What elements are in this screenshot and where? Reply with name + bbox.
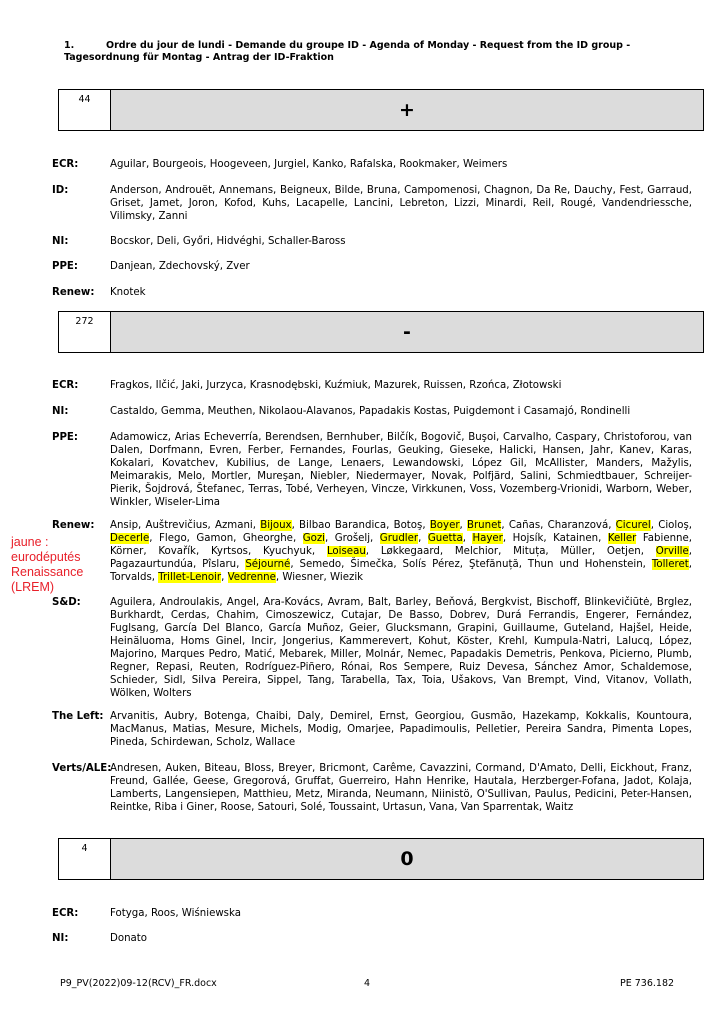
highlighted-member: Guetta	[427, 533, 463, 544]
group-row	[52, 286, 692, 299]
group-label: ECR:	[52, 380, 79, 391]
member-names: Fragkos, Ilčić, Jaki, Jurzyca, Krasnodębski, Kuźmiuk, Mazurek, Ruissen, Rzońca, Złotowski	[110, 380, 562, 391]
group-label: PPE:	[52, 432, 78, 443]
group-members	[110, 260, 692, 273]
group-members	[110, 932, 692, 945]
group-label: ID:	[52, 185, 69, 196]
member-names: Fotyga, Roos, Wiśniewska	[110, 908, 241, 919]
group-members	[110, 596, 692, 700]
group-row	[52, 260, 692, 273]
member-names: Adamowicz, Arias Echeverría, Berendsen, Bernhuber, Bilčík, Bogovič, Buşoi, Carvalho, Caspary, Christoforou, van Dalen, Dorfmann, Evren, Ferber, Fernandes, Fourlas, Geuking, Gieseke, Halicki, Hansen, Jahr, Kanev, Karas, Kokalari, Kovatchev, Kubilius, de Lange, Lenaers, Lewandowski, López Gil, McAllister, Manders, Mažylis, Meimarakis, Melo, Mortler, Mureşan, Niebler, Niedermayer, Novak, Polfjärd, Salini, Schmiedtbauer, Schreijer-Pierik, Šojdrová, Štefanec, Terras, Tobé, Verheyen, Vincze, Virkkunen, Voss, Vozemberg-Vrionidi, Warborn, Weber, Winkler, Wiseler-Lima	[110, 432, 692, 508]
member-names: Knotek	[110, 287, 146, 298]
highlighted-member: Séjourné	[245, 559, 291, 570]
agenda-heading	[64, 40, 664, 64]
footer-page-number: 4	[364, 978, 371, 989]
group-row	[52, 762, 692, 814]
highlighted-member: Orville	[655, 546, 689, 557]
group-row	[52, 932, 692, 945]
group-label: Renew:	[52, 520, 95, 531]
member-names: ,	[459, 520, 467, 531]
vote-box-for	[58, 89, 704, 131]
member-names: , Løkkegaard, Melchior, Mituța, Müller, Oetjen,	[365, 546, 656, 557]
group-row	[52, 379, 692, 392]
member-names: Ansip, Auštrevičius, Azmani,	[110, 520, 261, 531]
highlighted-member: Cicurel	[615, 520, 651, 531]
group-members	[110, 907, 692, 920]
member-names: , Semedo, Šimečka, Solís Pérez, Ştefănuță, Thun und Hohenstein,	[290, 559, 652, 570]
group-label: The Left:	[52, 711, 104, 722]
group-members	[110, 405, 692, 418]
group-members	[110, 184, 692, 223]
highlighted-member: Brunet	[467, 520, 502, 531]
highlight-annotation	[11, 535, 91, 595]
member-names: Anderson, Androuët, Annemans, Beigneux, Bilde, Bruna, Campomenosi, Chagnon, Da Re, Dauchy, Fest, Garraud, Griset, Jamet, Joron, Kofod, Kuhs, Lacapelle, Lancini, Lebreton, Lizzi, Minardi, Reil, Rougé, Vandendriessche, Vilimsky, Zanni	[110, 185, 692, 222]
member-names: ,	[221, 572, 228, 583]
member-names: ,	[418, 533, 428, 544]
group-row	[52, 235, 692, 248]
highlighted-member: Vedrenne	[227, 572, 276, 583]
highlighted-member: Boyer	[429, 520, 460, 531]
group-row	[52, 405, 692, 418]
member-names: , Pagazaurtundúa, Pîslaru,	[110, 546, 692, 570]
group-label: ECR:	[52, 159, 79, 170]
member-names: Castaldo, Gemma, Meuthen, Nikolaou-Alavanos, Papadakis Kostas, Puigdemont i Casamajó, Rondinelli	[110, 406, 631, 417]
group-members	[110, 235, 692, 248]
member-names: , Cioloş,	[650, 520, 692, 531]
member-names: , Flego, Gamon, Gheorghe,	[149, 533, 303, 544]
group-label: NI:	[52, 933, 69, 944]
vote-count-against: 272	[59, 312, 111, 352]
member-names: , Cañas, Charanzová,	[501, 520, 616, 531]
group-members	[110, 286, 692, 299]
group-members	[110, 519, 692, 584]
group-row	[52, 710, 692, 749]
member-names: Bocskor, Deli, Győri, Hidvéghi, Schaller-Baross	[110, 236, 346, 247]
highlighted-member: Grudler	[379, 533, 419, 544]
group-label: Renew:	[52, 287, 95, 298]
member-names: Aguilar, Bourgeois, Hoogeveen, Jurgiel, Kanko, Rafalska, Rookmaker, Weimers	[110, 159, 508, 170]
group-members	[110, 379, 692, 392]
annotation-line: Renaissance	[11, 565, 84, 579]
member-names: Fabienne, Körner, Kovařík, Kyrtsos, Kyuchyuk,	[110, 533, 693, 557]
group-label: S&D:	[52, 597, 81, 608]
highlighted-member: Keller	[607, 533, 637, 544]
member-names: Donato	[110, 933, 148, 944]
group-row	[52, 519, 692, 584]
group-row	[52, 184, 692, 223]
group-members	[110, 431, 692, 509]
vote-count-for: 44	[59, 90, 111, 130]
group-row	[52, 431, 692, 509]
member-names: , Wiesner, Wiezik	[275, 572, 364, 583]
highlighted-member: Hayer	[472, 533, 503, 544]
group-row	[52, 907, 692, 920]
member-names: , Torvalds,	[110, 559, 692, 583]
annotation-line: (LREM)	[11, 580, 55, 594]
member-names: Aguilera, Androulakis, Angel, Ara-Kovács, Avram, Balt, Barley, Beňová, Bergkvist, Bischoff, Blinkevičiūtė, Brglez, Burkhardt, Cerdas, Chahim, Cimoszewicz, Cutajar, De Basso, Dobrev, Durá Ferrandis, Engerer, Fernández, Fuglsang, García Del Blanco, García Muñoz, Geier, Glucksmann, Grapini, Guillaume, Guteland, Hajšel, Heide, Heinäluoma, Homs Ginel, Incir, Jongerius, Kammerevert, Kohut, Köster, Krehl, Kumpula-Natri, Lalucq, López, Majorino, Marques Pedro, Matić, Mebarek, Miller, Molnár, Nemec, Papadakis Demetris, Penkova, Picierno, Plumb, Regner, Repasi, Reuten, Rodríguez-Piñero, Rónai, Ros Sempere, Ruiz Devesa, Sánchez Amor, Schaldemose, Schieder, Sidl, Silva Pereira, Sippel, Tang, Tarabella, Tax, Toia, Ušakovs, Van Brempt, Vind, Vitanov, Vollath, Wölken, Wolters	[110, 597, 692, 699]
member-names: Arvanitis, Aubry, Botenga, Chaibi, Daly, Demirel, Ernst, Georgiou, Gusmão, Hazekamp, Kokkalis, Kountoura, MacManus, Matias, Mesure, Michels, Modig, Omarjee, Papadimoulis, Pelletier, Pereira Sandra, Pimenta Lopes, Pineda, Schirdewan, Scholz, Wallace	[110, 711, 692, 748]
member-names: , Hojsík, Katainen,	[502, 533, 608, 544]
footer-reference: PE 736.182	[620, 978, 675, 989]
group-label: ECR:	[52, 908, 79, 919]
group-label: NI:	[52, 236, 69, 247]
member-names: ,	[462, 533, 473, 544]
vote-symbol-against: -	[111, 312, 703, 352]
group-label: PPE:	[52, 261, 78, 272]
highlighted-member: Loiseau	[326, 546, 366, 557]
annotation-line: jaune :	[11, 535, 49, 549]
vote-symbol-abstain: 0	[111, 839, 703, 879]
group-label: Verts/ALE:	[52, 763, 112, 774]
vote-box-against	[58, 311, 704, 353]
heading-number: 1.	[64, 40, 75, 51]
member-names: , Grošelj,	[325, 533, 380, 544]
group-row	[52, 158, 692, 171]
heading-text: Ordre du jour de lundi - Demande du groupe ID - Agenda of Monday - Request from the ID group - Tagesordnung für Montag - Antrag der ID-Fraktion	[64, 40, 631, 63]
group-row	[52, 596, 692, 700]
member-names: Danjean, Zdechovský, Zver	[110, 261, 250, 272]
annotation-line: eurodéputés	[11, 550, 81, 564]
group-members	[110, 158, 692, 171]
vote-count-abstain: 4	[59, 839, 111, 879]
highlighted-member: Trillet-Lenoir	[158, 572, 222, 583]
highlighted-member: Decerle	[110, 533, 150, 544]
member-names: Andresen, Auken, Biteau, Bloss, Breyer, Bricmont, Carême, Cavazzini, Cormand, D'Amato, Delli, Eickhout, Franz, Freund, Gallée, Geese, Gregorová, Gruffat, Guerreiro, Hahn Henrike, Hautala, Herzberger-Fofana, Jadot, Kolaja, Lamberts, Langensiepen, Matthieu, Metz, Miranda, Neumann, Niinistö, O'Sullivan, Paulus, Pedicini, Peter-Hansen, Reintke, Riba i Giner, Roose, Satouri, Solé, Toussaint, Urtasun, Vana, Van Sparrentak, Waitz	[110, 763, 692, 813]
group-members	[110, 762, 692, 814]
vote-symbol-for: +	[111, 90, 703, 130]
highlighted-member: Gozi	[302, 533, 325, 544]
group-members	[110, 710, 692, 749]
highlighted-member: Bijoux	[260, 520, 292, 531]
highlighted-member: Tolleret	[651, 559, 689, 570]
vote-box-abstain	[58, 838, 704, 880]
member-names: , Bilbao Barandica, Botoş,	[291, 520, 430, 531]
group-label: NI:	[52, 406, 69, 417]
footer-filename: P9_PV(2022)09-12(RCV)_FR.docx	[60, 978, 217, 989]
